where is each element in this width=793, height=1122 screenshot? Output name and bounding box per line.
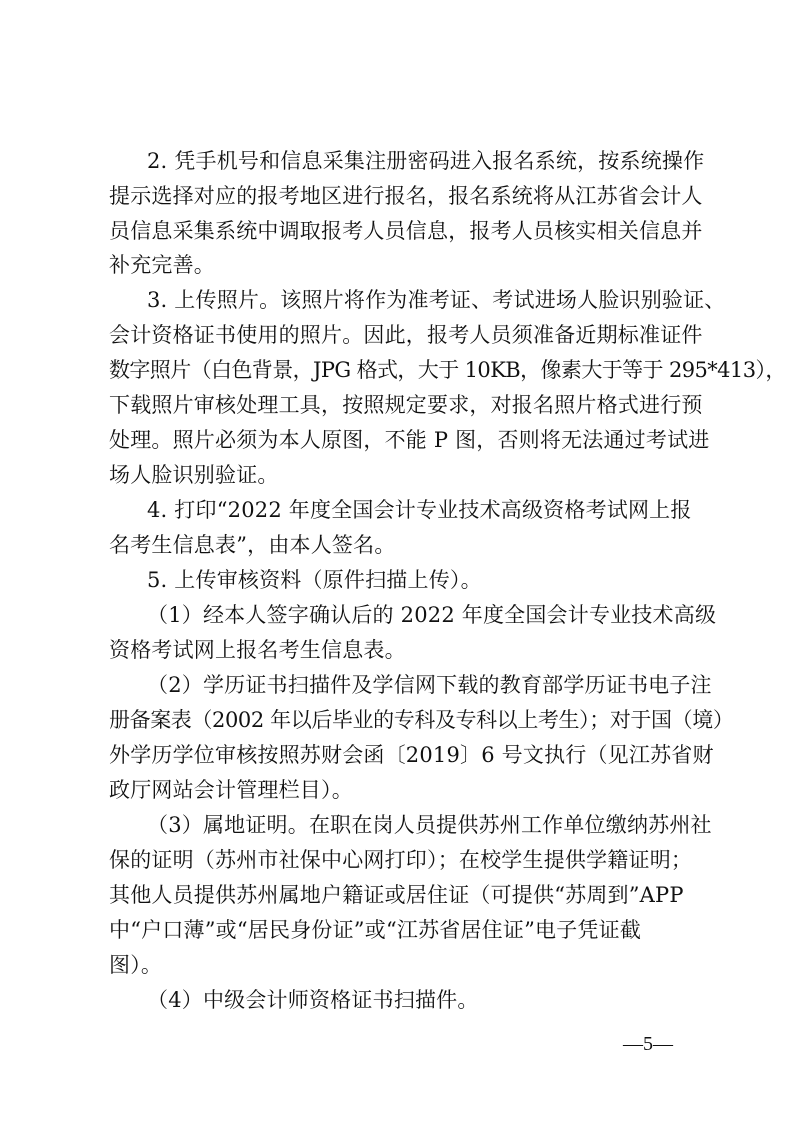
item-3-line-4: 下载照片审核处理工具，按照规定要求，对报名照片格式进行预 (109, 393, 703, 417)
item-5-2-line-1: （2）学历证书扫描件及学信网下载的教育部学历证书电子注 (147, 673, 712, 697)
item-5-3-line-2: 保的证明（苏州市社保中心网打印）；在校学生提供学籍证明； (109, 848, 693, 872)
item-5-1-line-2: 资格考试网上报名考生信息表。 (109, 638, 406, 662)
item-3-line-1: 3. 上传照片。该照片将作为准考证、考试进场人脸识别验证、 (147, 288, 726, 312)
item-3-line-5: 处理。照片必须为本人原图，不能 P 图，否则将无法通过考试进 (109, 428, 710, 452)
item-2-line-4: 补充完善。 (109, 253, 215, 277)
item-2-line-2: 提示选择对应的报考地区进行报名，报名系统将从江苏省会计人 (109, 184, 703, 208)
item-3-line-3: 数字照片（白色背景，JPG 格式，大于 10KB，像素大于等于 295*413）， (109, 358, 786, 382)
item-5-4-line-1: （4）中级会计师资格证书扫描件。 (147, 988, 479, 1012)
item-5-1-line-1: （1）经本人签字确认后的 2022 年度全国会计专业技术高级 (147, 603, 717, 627)
item-5-3-line-3: 其他人员提供苏州属地户籍证或居住证（可提供“苏周到”APP (109, 883, 684, 907)
item-5-3-line-4: 中“户口薄”或“居民身份证”或“江苏省居住证”电子凭证截 (109, 918, 642, 942)
item-4-line-2: 名考生信息表”，由本人签名。 (109, 533, 396, 557)
item-2-line-1: 2. 凭手机号和信息采集注册密码进入报名系统，按系统操作 (147, 149, 705, 173)
item-5-3-line-5: 图）。 (109, 953, 163, 977)
item-2-line-3: 员信息采集系统中调取报考人员信息，报考人员核实相关信息并 (109, 219, 703, 243)
item-5-line-1: 5. 上传审核资料（原件扫描上传）。 (147, 568, 482, 592)
item-5-2-line-2: 册备案表（2002 年以后毕业的专科及专科以上考生）；对于国（境） (109, 708, 734, 732)
page-number: —5— (623, 1033, 673, 1055)
item-3-line-6: 场人脸识别验证。 (109, 463, 279, 487)
item-5-2-line-3: 外学历学位审核按照苏财会函〔2019〕6 号文执行（见江苏省财 (109, 743, 714, 767)
item-5-3-line-1: （3）属地证明。在职在岗人员提供苏州工作单位缴纳苏州社 (147, 813, 712, 837)
item-4-line-1: 4. 打印“2022 年度全国会计专业技术高级资格考试网上报 (147, 498, 692, 522)
item-5-2-line-4: 政厅网站会计管理栏目）。 (109, 778, 353, 802)
item-3-line-2: 会计资格证书使用的照片。因此，报考人员须准备近期标准证件 (109, 323, 703, 347)
